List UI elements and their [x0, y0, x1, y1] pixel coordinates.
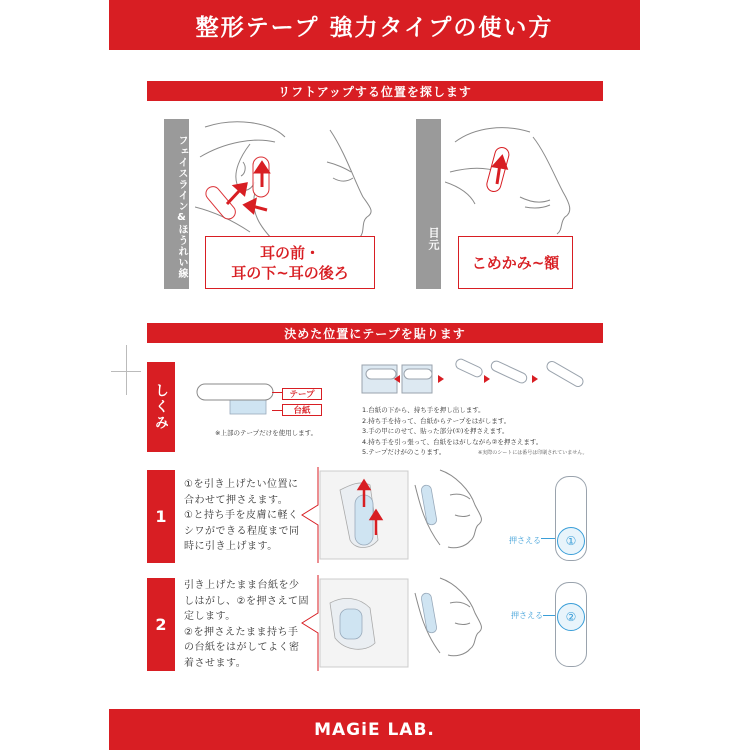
label-eye-area: 目元: [416, 119, 441, 289]
section-heading-find-position: リフトアップする位置を探します: [147, 81, 603, 101]
step-number-1: 1: [147, 470, 175, 563]
step-2-face-illustration: [410, 573, 505, 673]
instruction-line: 定します。: [184, 611, 236, 622]
press-arrow-2: [543, 615, 555, 616]
press-label-1: 押さえる: [509, 536, 541, 545]
label-faceline: フェイスライン&ほうれい線: [164, 119, 189, 289]
step-1-face-illustration: [410, 465, 505, 565]
tape-structure-diagram: [195, 378, 285, 423]
mechanism-step: 5.テープだけがのこります。: [362, 448, 446, 456]
step-number-2: 2: [147, 578, 175, 671]
step-1-pointer-frame: [300, 465, 410, 565]
instruction-line: しはがし、②を押さえて固: [184, 595, 309, 607]
step-2-pointer-frame: [300, 573, 410, 673]
marker-circle-2: ②: [557, 603, 585, 631]
leader-line-tape: [272, 392, 282, 393]
callout-temple-forehead: こめかみ~額: [458, 236, 573, 289]
press-label-2: 押さえる: [511, 611, 543, 620]
step-1-instructions: [184, 477, 300, 555]
crop-mark: [126, 345, 127, 395]
callout-line-2: 耳の下~耳の後ろ: [231, 263, 349, 282]
instruction-line: 引き上げたまま台紙を少: [184, 580, 300, 591]
label-backing: 台紙: [282, 404, 322, 416]
mechanism-step: 1.台紙の下から、持ち手を押し出します。: [362, 406, 485, 414]
callout-line-1: 耳の前・: [259, 243, 320, 262]
marker-circle-1: ①: [557, 527, 585, 555]
press-arrow-1: [541, 538, 555, 539]
peel-sequence-illustration: [360, 355, 592, 403]
instruction-line: ①と持ち手を皮膚に軽く: [184, 510, 299, 521]
page-title: 整形テープ 強力タイプの使い方: [109, 0, 640, 50]
mechanism-step: 2.持ち手を持って、台紙からテープをはがします。: [362, 416, 511, 425]
instruction-line: ②を押さえたまま持ち手: [184, 626, 299, 638]
instruction-line: 時に引き上げます。: [184, 541, 278, 552]
instruction-line: 合わせて押さえます。: [184, 494, 289, 506]
footer-brand-logo: MAGiE LAB.: [109, 709, 640, 750]
instruction-line: ①を引き上げたい位置に: [184, 479, 299, 490]
instruction-line: シワができる程度まで同: [184, 525, 300, 537]
section-heading-apply-tape: 決めた位置にテープを貼ります: [147, 323, 603, 343]
instruction-line: 着させます。: [184, 657, 247, 669]
note-top-tape-only: ※上部のテープだけを使用します。: [215, 429, 318, 437]
mechanism-step: 3.手の甲にのせて、貼った部分(①)を押さえます。: [362, 427, 509, 435]
tab-mechanism: しくみ: [147, 362, 175, 452]
step-2-instructions: [184, 578, 309, 671]
disclaimer-numbers: ※実際のシートには番号は印刷されていません。: [478, 450, 588, 456]
leader-line-backing: [272, 410, 282, 411]
label-tape: テープ: [282, 388, 322, 400]
callout-faceline-positions: [205, 236, 375, 289]
instruction-line: の台紙をはがしてよく密: [184, 642, 300, 653]
mechanism-step: 4.持ち手を引っ張って、台紙をはがしながら②を押さえます。: [362, 437, 543, 446]
